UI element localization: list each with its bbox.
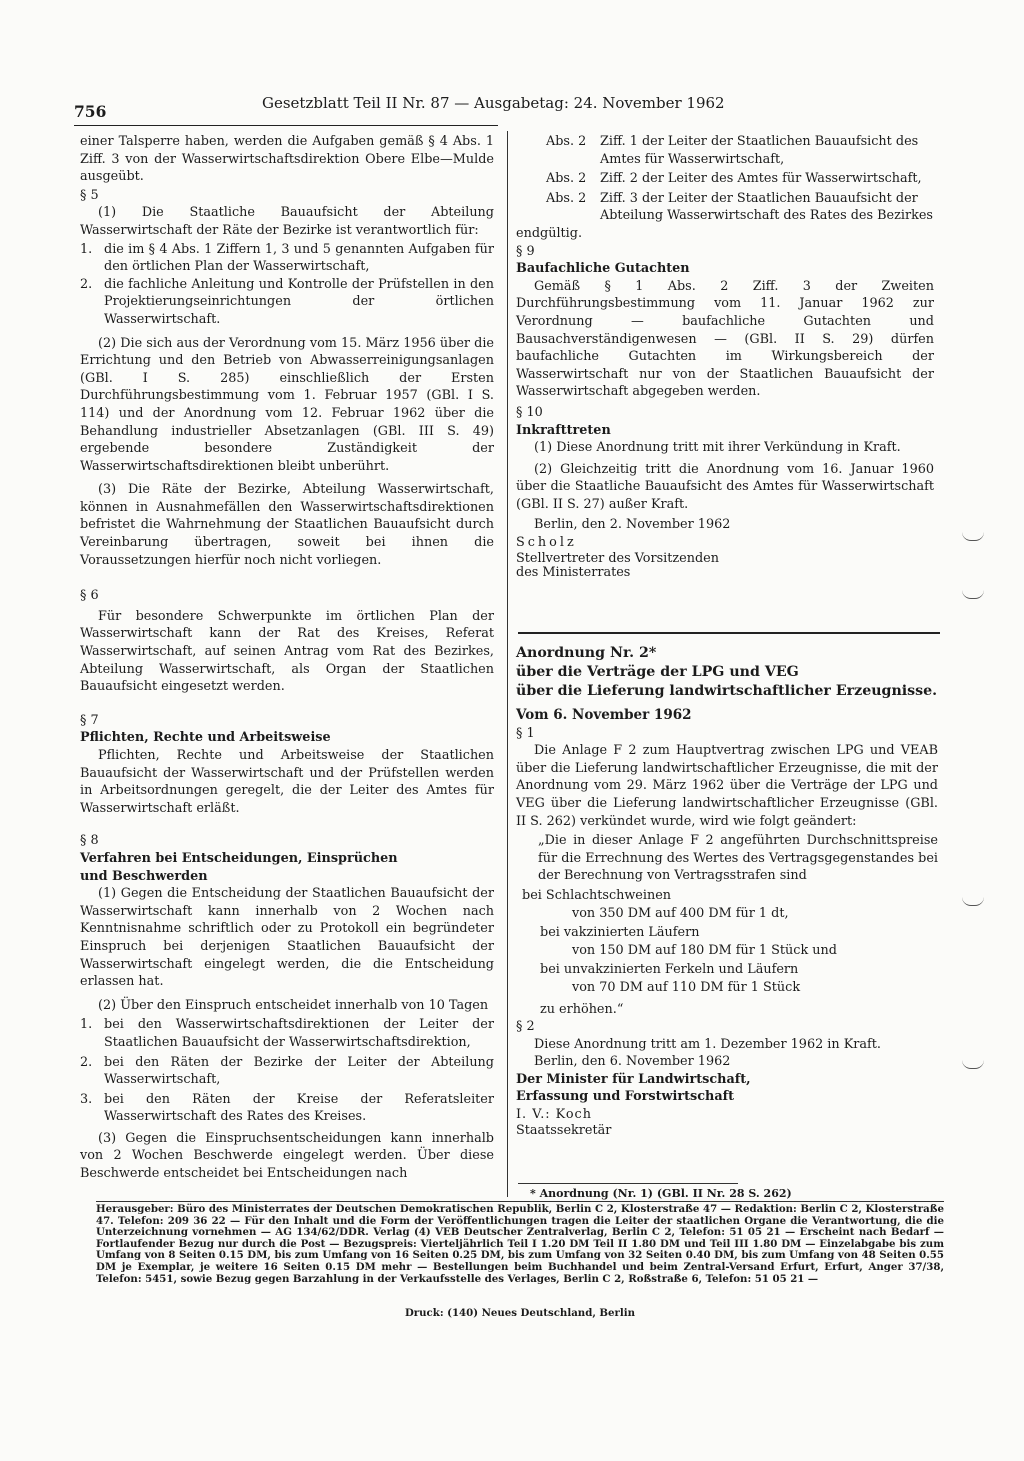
sig1-place-date: Berlin, den 2. November 1962 <box>534 517 731 533</box>
anordnung-date: Vom 6. November 1962 <box>516 707 692 723</box>
right-column <box>516 133 934 580</box>
page-number: 756 <box>74 102 107 121</box>
s5-paragraph-1: (1) Die Staatliche Bauaufsicht der Abteilung Wasserwirtschaft der Räte der Bezirke ist verantwortlich für: <box>80 205 494 238</box>
price-line-2b: von 150 DM auf 180 DM für 1 Stück und <box>572 942 837 958</box>
s8-paragraph-2: (2) Über den Einspruch entscheidet innerhalb von 10 Tagen <box>98 997 489 1013</box>
sig2-minister-1: Der Minister für Landwirtschaft, <box>516 1071 751 1087</box>
s10-paragraph-2: (2) Gleichzeitig tritt die Anordnung vom 16. Januar 1960 über die Staatliche Bauaufsicht des Amtes für Wasserwirtschaft (GBl. II S. 27) außer Kraft. <box>516 461 934 512</box>
sig2-place-date: Berlin, den 6. November 1962 <box>534 1054 731 1070</box>
section-7-title: Pflichten, Rechte und Arbeitsweise <box>80 730 331 746</box>
section-8-title-2: und Beschwerden <box>80 868 208 884</box>
s5-item-1: 1. die im § 4 Abs. 1 Ziffern 1, 3 und 5 genannten Aufgaben für den örtlichen Plan der Wasserwirtschaft, <box>80 241 494 275</box>
anordnung-quote: „Die in dieser Anlage F 2 angeführten Durchschnittspreise für die Errechnung des Wertes des Vertragsgegenstandes bei der Berechnung von Vertragsstrafen sind <box>538 833 938 884</box>
header-rule <box>74 125 498 126</box>
s8-item-1: 1. bei den Wasserwirtschaftsdirektionen der Leiter der Staatlichen Bauaufsicht der Wasserwirtschaftsdirektion, <box>80 1017 494 1050</box>
s9-paragraph-1: Gemäß § 1 Abs. 2 Ziff. 3 der Zweiten Durchführungsbestimmung vom 11. Januar 1962 zur Verordnung — baufachliche Gutachten und Bausachverständigenwesen — (GBl. II S. 29) dürfen baufachliche Gutachten im Wirkungsbereich der Wasserwirtschaft nur von der Staatlichen Bauaufsicht der Wasserwirtschaft abgegeben werden. <box>516 278 934 400</box>
s8-paragraph-1: (1) Gegen die Entscheidung der Staatlichen Bauaufsicht der Wasserwirtschaft kann innerhalb von 2 Wochen nach Kenntnisnahme schriftlich oder zu Protokoll ein begründeter Einspruch bei derjenigen Staatlichen Bauaufsicht der Wasserwirtschaft eingelegt werden, die die Entscheidung erlassen hat. <box>80 886 494 990</box>
price-line-3a: bei unvakzinierten Ferkeln und Läufern <box>540 962 799 978</box>
sig2-staatssekretaer: Staatssekretär <box>516 1122 612 1138</box>
section-6-number: § 6 <box>80 588 99 604</box>
section-7-number: § 7 <box>80 712 99 728</box>
margin-mark <box>962 897 984 906</box>
imprint-druck: Druck: (140) Neues Deutschland, Berlin <box>404 1307 636 1319</box>
section-8-title-1: Verfahren bei Entscheidungen, Einsprüchen <box>80 850 398 866</box>
section-9-number: § 9 <box>516 243 535 259</box>
intro-paragraph: einer Talsperre haben, werden die Aufgaben gemäß § 4 Abs. 1 Ziff. 3 von der Wasserwirtschaftsdirektion Obere Elbe—Mulde ausgeübt. <box>80 134 494 185</box>
s5-paragraph-3: (3) Die Räte der Bezirke, Abteilung Wasserwirtschaft, können in Ausnahmefällen den Wasserwirtschaftsdirektionen befristet die Wahrnehmung der Staatlichen Bauaufsicht durch Vereinbarung übertragen, soweit bei ihnen die Voraussetzungen hierfür noch nicht vorliegen. <box>80 482 494 568</box>
section-5-number: § 5 <box>80 187 99 203</box>
sig1-role-2: des Ministerrates <box>516 564 631 580</box>
price-line-closing: zu erhöhen.“ <box>540 1001 624 1017</box>
sig2-minister-2: Erfassung und Forstwirtschaft <box>516 1089 735 1105</box>
s8-item-3: 3. bei den Räten der Kreise der Referatsleiter Wasserwirtschaft des Rates des Kreises. <box>80 1091 494 1125</box>
section-8-number: § 8 <box>80 833 99 849</box>
imprint-text: Herausgeber: Büro des Ministerrates der Deutschen Demokratischen Republik, Berlin C 2, Klosterstraße 47 — Redaktion: Berlin C 2, Klosterstraße 47. Telefon: 209 36 22 — Für den Inhalt und die Form der Veröffentlichungen tragen die Leiter der staatlichen Organe die Verantwortung, die die Unterzeichnung vornehmen — AG 134/62/DDR. Verlag (4) VEB Deutscher Zentralverlag, Berlin C 2, Telefon: 51 05 21 — Erscheint nach Bedarf — Fortlaufender Bezug nur durch die Post — Bezugspreis: Vierteljährlich Teil I 1.20 DM Teil II 1.80 DM und Teil III 1.80 DM — Einzelabgabe bis zum Umfang von 8 Seiten 0.15 DM, bis zum Umfang von 16 Seiten 0.25 DM, bis zum Umfang von 32 Seiten 0.40 DM, bis zum Umfang von 48 Seiten 0.55 DM je Exemplar, je weitere 16 Seiten 0.15 DM mehr — Bestellungen beim Buchhandel und beim Zentral-Versand Erfurt, Erfurt, Anger 37/38, Telefon: 5451, sowie Bezug gegen Barzahlung in der Verkaufsstelle des Verlages, Berlin C 2, Roßstraße 6, Telefon: 51 05 21 — <box>96 1203 944 1285</box>
anordnung-s2-paragraph: Diese Anordnung tritt am 1. Dezember 1962 in Kraft. <box>534 1036 881 1052</box>
anordnung-title-2: über die Verträge der LPG und VEG <box>516 664 799 680</box>
footnote-rule <box>518 1183 738 1184</box>
footnote: * Anordnung (Nr. 1) (GBl. II Nr. 28 S. 262) <box>530 1187 792 1200</box>
abs-item-3: Abs. 2 Ziff. 3 der Leiter der Staatlichen Bauaufsicht der Abteilung Wasserwirtschaft des Rates des Bezirkes <box>546 190 933 224</box>
margin-mark <box>962 590 984 599</box>
abs-item-2: Abs. 2 Ziff. 2 der Leiter des Amtes für Wasserwirtschaft, <box>546 171 922 187</box>
s6-paragraph-1: Für besondere Schwerpunkte im örtlichen Plan der Wasserwirtschaft kann der Rat des Kreises, Referat Wasserwirtschaft, auf seinen Antrag vom Rat des Bezirkes, Abteilung Wasserwirtschaft, als Organ der Staatlichen Bauaufsicht eingesetzt werden. <box>80 608 494 695</box>
column-divider <box>507 131 508 1197</box>
s10-paragraph-1: (1) Diese Anordnung tritt mit ihrer Verkündung in Kraft. <box>534 440 901 456</box>
s8-item-2: 2. bei den Räten der Bezirke der Leiter der Abteilung Wasserwirtschaft, <box>80 1054 494 1088</box>
anordnung-title-1: Anordnung Nr. 2* <box>516 645 657 661</box>
anordnung-s1-number: § 1 <box>516 725 535 741</box>
price-line-1b: von 350 DM auf 400 DM für 1 dt, <box>572 905 789 921</box>
page-header-title: Gesetzblatt Teil II Nr. 87 — Ausgabetag: 24. November 1962 <box>262 94 725 112</box>
sig1-name: Scholz <box>516 535 577 551</box>
s5-paragraph-2: (2) Die sich aus der Verordnung vom 15. März 1956 über die Errichtung und den Betrieb von Abwasserreinigungsanlagen (GBl. I S. 285) einschließlich der Ersten Durchführungsbestimmung vom 1. Februar 1957 (GBl. I S. 114) und der Anordnung vom 12. Februar 1962 über die Behandlung industrieller Absetzanlagen (GBl. III S. 49) ergebende besondere Zuständigkeit der Wasserwirtschaftsdirektionen bleibt unberührt. <box>80 335 494 474</box>
endgueltig-text: endgültig. <box>516 225 583 241</box>
section-10-title: Inkrafttreten <box>516 422 611 438</box>
anordnung-s2-number: § 2 <box>516 1019 535 1035</box>
margin-mark <box>962 1060 984 1069</box>
sig2-iv: I. V.: Koch <box>516 1107 592 1123</box>
left-column <box>80 133 494 1183</box>
sig1-role-1: Stellvertreter des Vorsitzenden <box>516 550 719 566</box>
anordnung-s1-paragraph: Die Anlage F 2 zum Hauptvertrag zwischen LPG und VEAB über die Lieferung landwirtschaftlicher Erzeugnisse, die mit der Anordnung vom 29. März 1962 über die Verträge der LPG und VEG über die Lieferung landwirtschaftlicher Erzeugnisse (GBl. II S. 262) verkündet wurde, wird wie folgt geändert: <box>516 743 938 829</box>
price-line-2a: bei vakzinierten Läufern <box>540 925 700 941</box>
s7-paragraph-1: Pflichten, Rechte und Arbeitsweise der Staatlichen Bauaufsicht der Wasserwirtschaft und der Prüfstellen werden in Arbeitsordnungen geregelt, die der Leiter des Amtes für Wasserwirtschaft erläßt. <box>80 748 494 816</box>
section-separator <box>518 632 940 634</box>
price-line-1a: bei Schlachtschweinen <box>522 887 672 903</box>
anordnung-title-3: über die Lieferung landwirtschaftlicher Erzeugnisse. <box>516 683 938 699</box>
section-9-title: Baufachliche Gutachten <box>516 261 690 277</box>
s8-paragraph-3: (3) Gegen die Einspruchsentscheidungen kann innerhalb von 2 Wochen Beschwerde eingelegt werden. Über diese Beschwerde entscheidet bei Entscheidungen nach <box>80 1130 494 1182</box>
abs-item-1: Abs. 2 Ziff. 1 der Leiter der Staatlichen Bauaufsicht des Amtes für Wasserwirtschaft, <box>546 134 919 167</box>
imprint-rule <box>96 1201 944 1202</box>
margin-mark <box>962 532 984 541</box>
s5-item-2: 2. die fachliche Anleitung und Kontrolle der Prüfstellen in den Projektierungseinrichtungen der örtlichen Wasserwirtschaft. <box>80 276 494 327</box>
anordnung-block <box>516 644 938 1138</box>
section-10-number: § 10 <box>516 404 543 420</box>
price-line-3b: von 70 DM auf 110 DM für 1 Stück <box>572 979 801 995</box>
